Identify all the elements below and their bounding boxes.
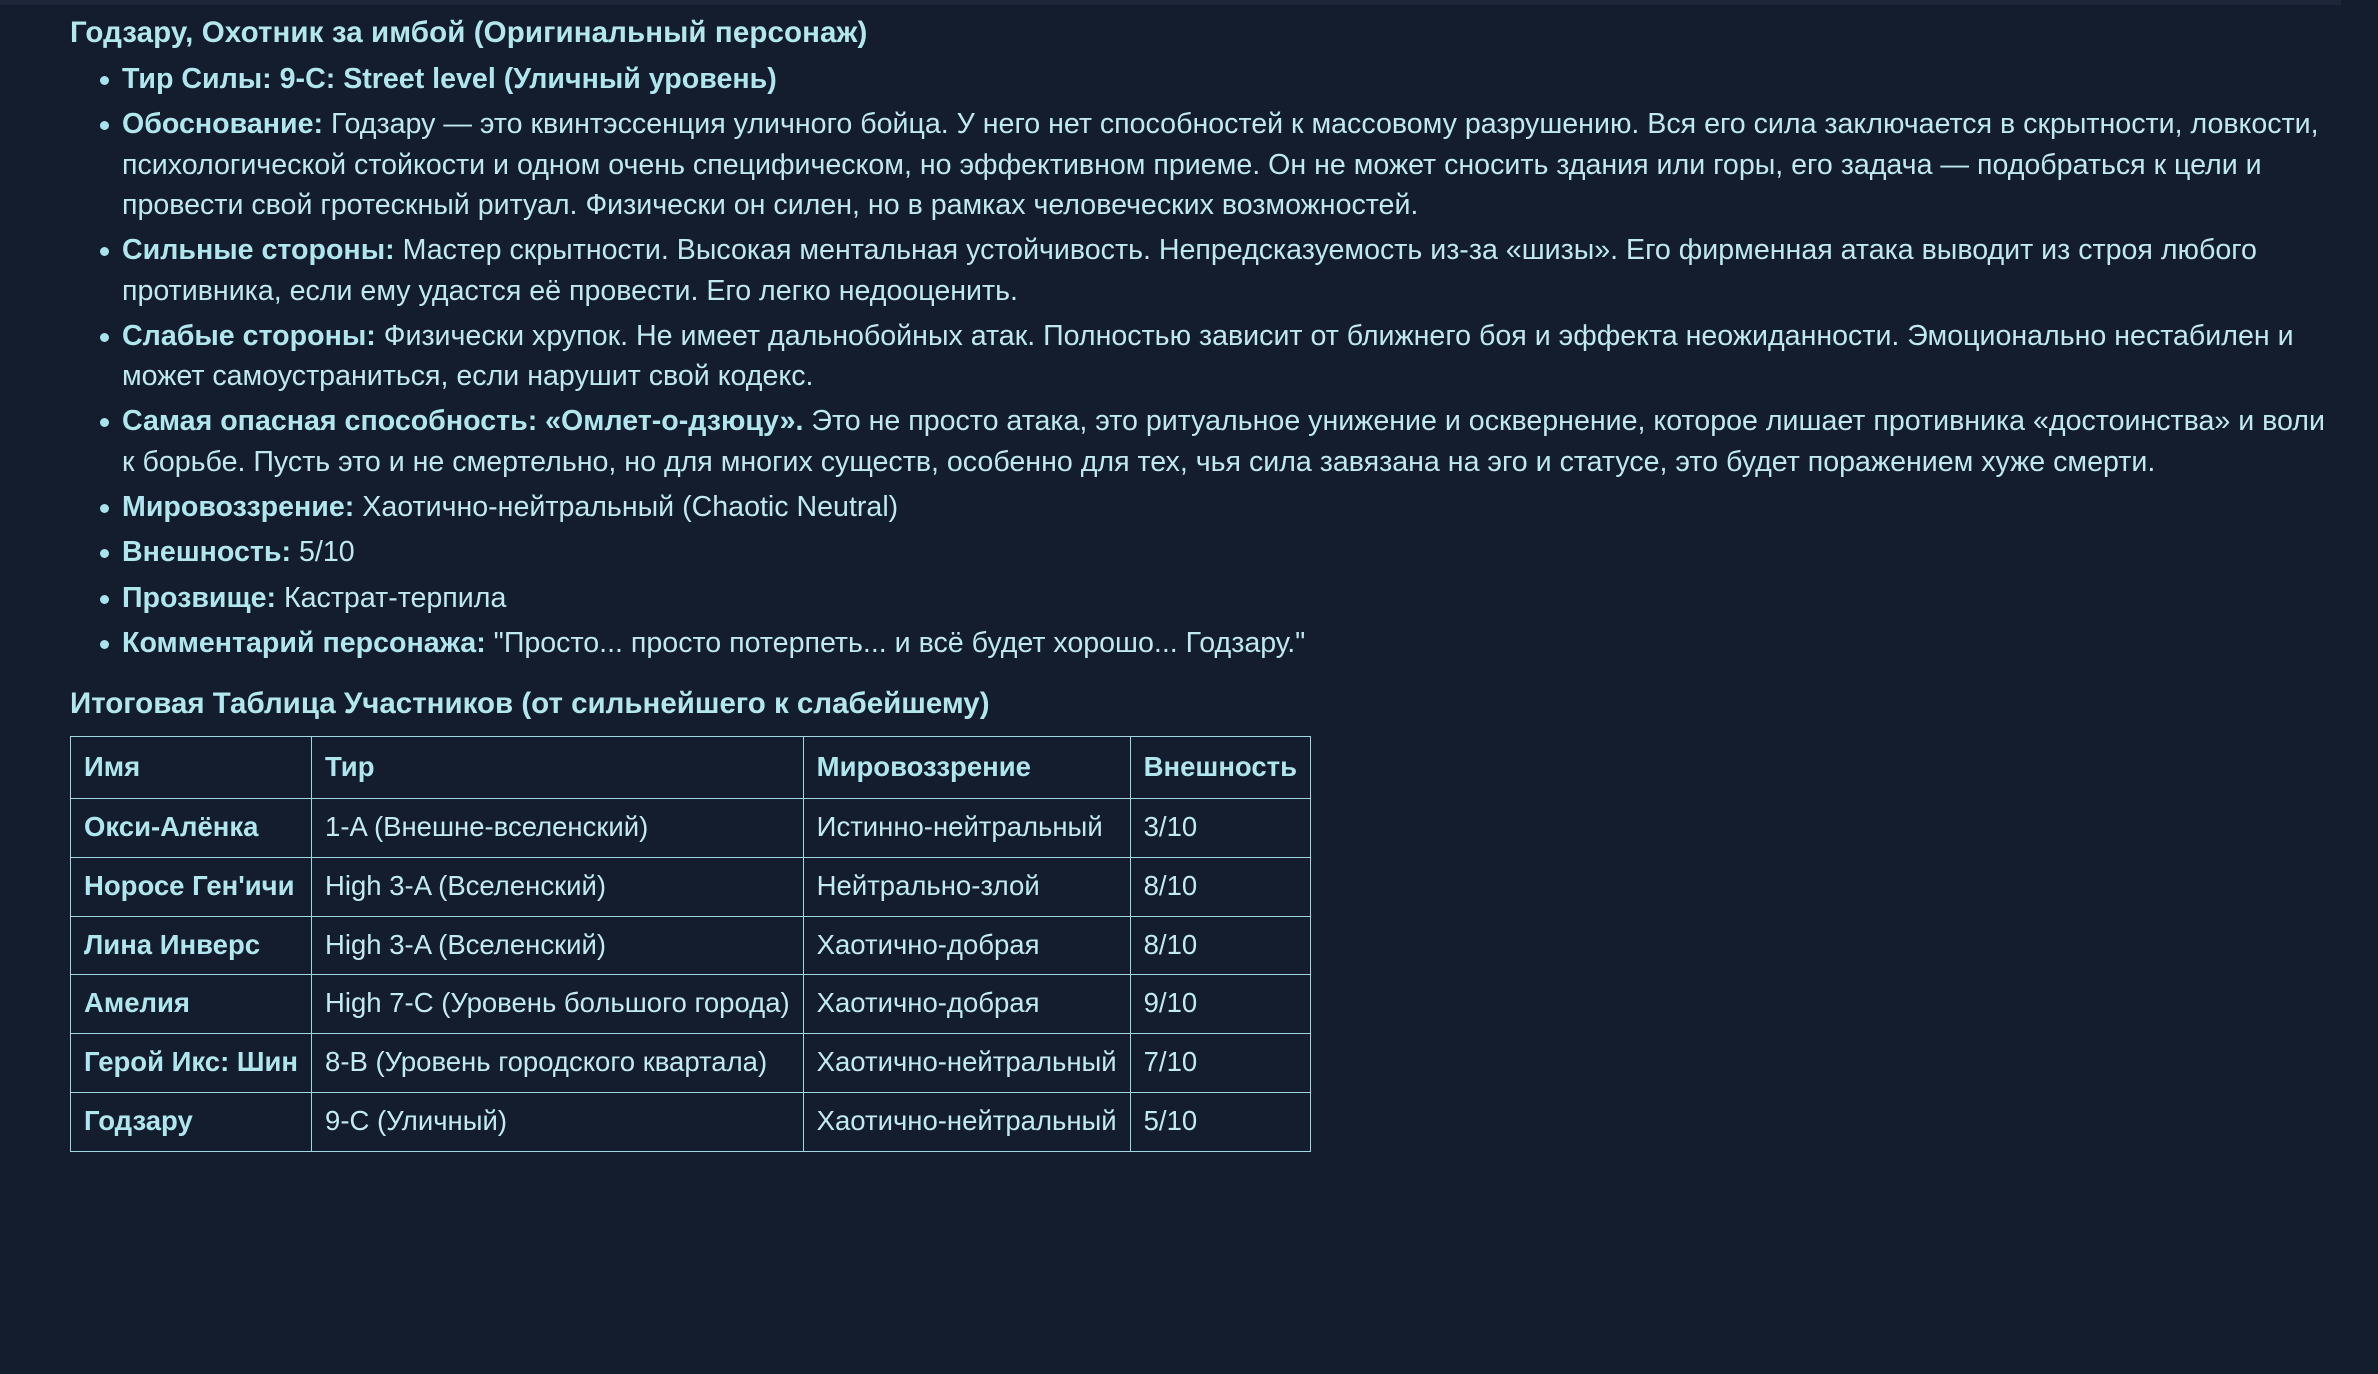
list-item bbox=[70, 59, 2340, 99]
attribute-value: Годзару — это квинтэссенция уличного бойца. У него нет способностей к массовому разрушению. Вся его сила заключается в скрытности, ловкости, психологической стойкости и одном очень специфическом, но эффективном приеме. Он не может сносить здания или горы, его задача — подобраться к цели и провести свой гротескный ритуал. Физически он силен, но в рамках человеческих возможностей. bbox=[122, 108, 2319, 221]
cell-looks: 7/10 bbox=[1130, 1034, 1310, 1093]
cell-tier: 8-B (Уровень городского квартала) bbox=[312, 1034, 804, 1093]
attribute-value: Это не просто атака, это ритуальное унижение и осквернение, которое лишает противника «достоинства» и воли к борьбе. Пусть это и не смертельно, но для многих существ, особенно для тех, чья сила завязана на эго и статусе, это будет поражением хуже смерти. bbox=[122, 405, 2325, 478]
table-row bbox=[71, 799, 1311, 858]
table-row bbox=[71, 857, 1311, 916]
cell-tier: High 3-A (Вселенский) bbox=[312, 857, 804, 916]
column-header-name: Имя bbox=[71, 737, 312, 799]
attribute-label: Слабые стороны: bbox=[122, 319, 376, 352]
table-row bbox=[71, 1092, 1311, 1151]
attribute-label: Комментарий персонажа: bbox=[122, 627, 486, 659]
cell-name: Лина Инверс bbox=[71, 916, 312, 975]
list-item bbox=[70, 316, 2340, 397]
attribute-label: Сильные стороны: bbox=[122, 234, 395, 267]
column-header-alignment: Мировоззрение bbox=[803, 737, 1130, 799]
cell-looks: 9/10 bbox=[1130, 975, 1310, 1034]
cell-alignment: Хаотично-нейтральный bbox=[803, 1092, 1130, 1151]
list-item bbox=[70, 532, 2340, 572]
character-title: Годзару, Охотник за имбой (Оригинальный персонаж) bbox=[70, 16, 868, 49]
attribute-value: 5/10 bbox=[291, 536, 355, 569]
cell-looks: 5/10 bbox=[1130, 1092, 1310, 1151]
list-item bbox=[70, 104, 2340, 225]
table-header-row bbox=[71, 737, 1311, 799]
list-item bbox=[70, 487, 2340, 527]
cell-alignment: Истинно-нейтральный bbox=[803, 799, 1130, 858]
cell-looks: 8/10 bbox=[1130, 857, 1310, 916]
cell-alignment: Хаотично-добрая bbox=[803, 975, 1130, 1034]
attribute-value: Физически хрупок. Не имеет дальнобойных атак. Полностью зависит от ближнего боя и эффекта неожиданности. Эмоционально нестабилен и может самоустраниться, если нарушит свой кодекс. bbox=[122, 319, 2294, 393]
cell-tier: 1-A (Внешне-вселенский) bbox=[312, 799, 804, 858]
cell-tier: 9-C (Уличный) bbox=[312, 1092, 804, 1151]
attribute-value: Мастер скрытности. Высокая ментальная устойчивость. Непредсказуемость из-за «шизы». Его фирменная атака выводит из строя любого противника, если ему удастся её провести. Его легко недооценить. bbox=[122, 234, 2257, 307]
table-row bbox=[71, 1034, 1311, 1093]
cell-name: Амелия bbox=[71, 975, 312, 1034]
cell-name: Годзару bbox=[71, 1092, 312, 1151]
cell-tier: High 3-A (Вселенский) bbox=[312, 916, 804, 975]
roster-table-body bbox=[71, 799, 1311, 1152]
attribute-label: Мировоззрение: bbox=[122, 491, 355, 524]
table-row bbox=[71, 916, 1311, 975]
character-attribute-list bbox=[70, 59, 2340, 663]
list-item bbox=[70, 623, 2340, 663]
roster-table-head bbox=[71, 737, 1311, 799]
table-row bbox=[71, 975, 1311, 1034]
attribute-value: 9-C: Street level (Уличный уровень) bbox=[271, 62, 777, 95]
attribute-label: Внешность: bbox=[122, 536, 292, 569]
cell-name: Окси-Алёнка bbox=[71, 799, 312, 858]
attribute-value: Кастрат-терпила bbox=[276, 581, 507, 614]
list-item bbox=[70, 578, 2340, 618]
attribute-value: Хаотично-нейтральный (Chaotic Neutral) bbox=[354, 491, 899, 524]
cell-alignment: Хаотично-нейтральный bbox=[803, 1034, 1130, 1093]
cell-alignment: Нейтрально-злой bbox=[803, 857, 1130, 916]
attribute-label: Самая опасная способность: «Омлет-о-дзюцу». bbox=[122, 405, 804, 438]
cell-tier: High 7-C (Уровень большого города) bbox=[312, 975, 804, 1034]
roster-table-title: Итоговая Таблица Участников (от сильнейшего к слабейшему) bbox=[70, 687, 990, 721]
cell-name: Норосе Ген'ичи bbox=[71, 857, 312, 916]
list-item bbox=[70, 401, 2340, 482]
attribute-label: Тир Силы: bbox=[122, 62, 272, 95]
list-item bbox=[70, 230, 2340, 311]
column-header-looks: Внешность bbox=[1130, 737, 1310, 799]
cell-name: Герой Икс: Шин bbox=[71, 1034, 312, 1093]
column-header-tier: Тир bbox=[312, 737, 804, 799]
roster-table bbox=[70, 736, 1311, 1151]
attribute-value: "Просто... просто потерпеть... и всё будет хорошо... Годзару." bbox=[485, 627, 1306, 659]
cell-looks: 8/10 bbox=[1130, 916, 1310, 975]
attribute-label: Обоснование: bbox=[122, 108, 324, 141]
cell-alignment: Хаотично-добрая bbox=[803, 916, 1130, 975]
cell-looks: 3/10 bbox=[1130, 799, 1310, 858]
attribute-label: Прозвище: bbox=[122, 581, 277, 614]
